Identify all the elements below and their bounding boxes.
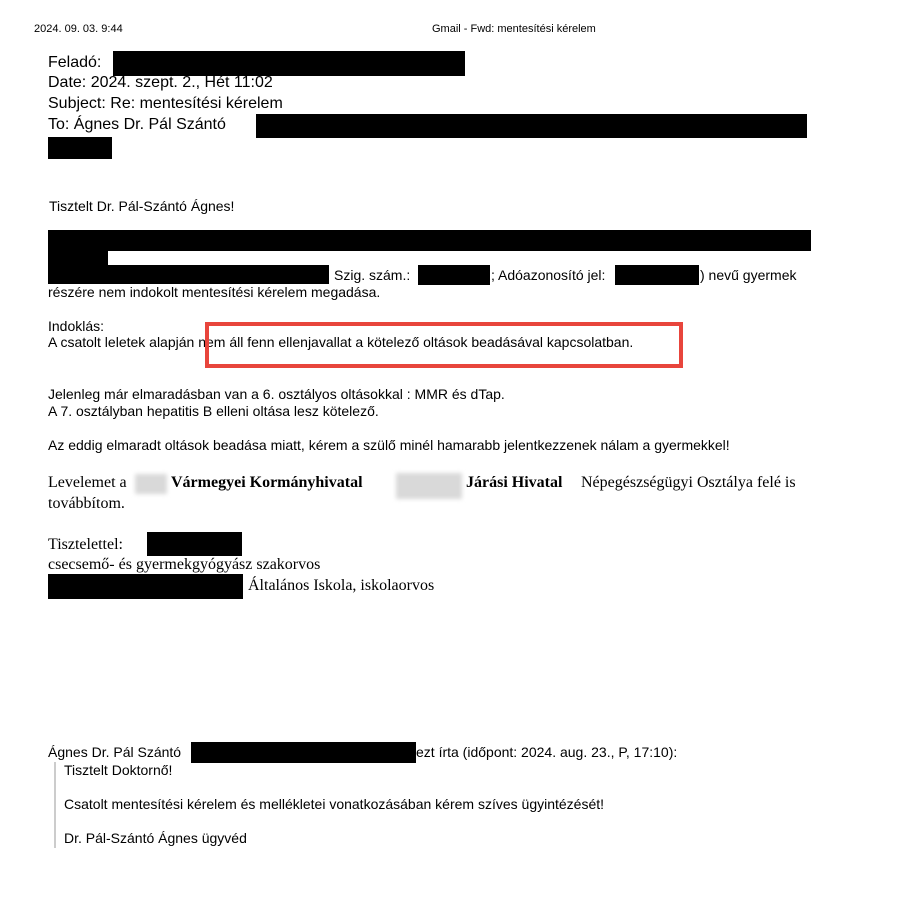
missing-line-2: A 7. osztályban hepatitis B elleni oltása lesz kötelező. xyxy=(48,403,379,419)
missing-line-1: Jelenleg már elmaradásban van a 6. osztályos oltásokkal : MMR és dTap. xyxy=(48,386,505,402)
forward-prefix: Levelemet a xyxy=(48,474,127,491)
ado-label: ; Adóazonosító jel: xyxy=(491,267,606,283)
quoted-greeting: Tisztelt Doktornő! xyxy=(64,762,173,778)
greeting: Tisztelt Dr. Pál-Szántó Ágnes! xyxy=(49,198,235,214)
to-line: To: Ágnes Dr. Pál Szántó xyxy=(48,116,226,133)
child-suffix: ) nevű gyermek xyxy=(700,267,797,283)
quoted-request: Csatolt mentesítési kérelem és mellékletei vonatkozásában kérem szíves ügyintézését! xyxy=(64,796,605,812)
redaction-body-1 xyxy=(48,230,811,251)
reason-label: Indoklás: xyxy=(48,318,105,334)
redaction-blur-county xyxy=(135,474,167,494)
signature-school: Általános Iskola, iskolaorvos xyxy=(248,577,435,594)
forward-suffix: Népegészségügyi Osztálya felé is xyxy=(581,474,796,491)
highlight-box xyxy=(205,322,683,368)
print-title: Gmail - Fwd: mentesítési kérelem xyxy=(432,23,596,35)
date-line: Date: 2024. szept. 2., Hét 11:02 xyxy=(48,74,273,91)
redaction-to-2 xyxy=(48,137,112,159)
refusal-line: részére nem indokolt mentesítési kérelem megadása. xyxy=(48,284,381,300)
closing: Tisztelettel: xyxy=(48,536,123,553)
forward-county: Vármegyei Kormányhivatal xyxy=(171,474,363,491)
szig-label: Szig. szám.: xyxy=(334,267,411,283)
signature-role: csecsemő- és gyermekgyógyász szakorvos xyxy=(48,556,321,573)
forward-line-2: továbbítom. xyxy=(48,495,125,512)
quoted-signature: Dr. Pál-Szántó Ágnes ügyvéd xyxy=(64,830,247,846)
quoted-intro-suffix: ezt írta (időpont: 2024. aug. 23., P, 17:10): xyxy=(416,744,678,760)
redaction-szig xyxy=(418,265,490,285)
redaction-quoted-email xyxy=(191,742,416,763)
subject-line: Subject: Re: mentesítési kérelem xyxy=(48,95,283,112)
quoted-intro-name: Ágnes Dr. Pál Szántó xyxy=(48,744,182,760)
request-line: Az eddig elmaradt oltások beadása miatt, kérem a szülő minél hamarabb jelentkezzenek nálam a gyermekkel! xyxy=(48,437,730,453)
redaction-child-name xyxy=(48,265,329,284)
redaction-school xyxy=(48,574,243,599)
quote-bar xyxy=(54,762,56,848)
redaction-body-2 xyxy=(48,251,108,265)
redaction-signer xyxy=(147,532,242,556)
from-label: Feladó: xyxy=(48,54,102,71)
reason-line: A csatolt leletek alapján nem áll fenn ellenjavallat a kötelező oltások beadásával kapcsolatban. xyxy=(48,334,634,350)
print-datetime: 2024. 09. 03. 9:44 xyxy=(34,23,123,35)
forward-district: Járási Hivatal xyxy=(466,474,563,491)
redaction-ado xyxy=(615,265,699,285)
redaction-to xyxy=(256,114,807,138)
redaction-from xyxy=(113,51,465,76)
redaction-blur-district xyxy=(396,473,462,499)
